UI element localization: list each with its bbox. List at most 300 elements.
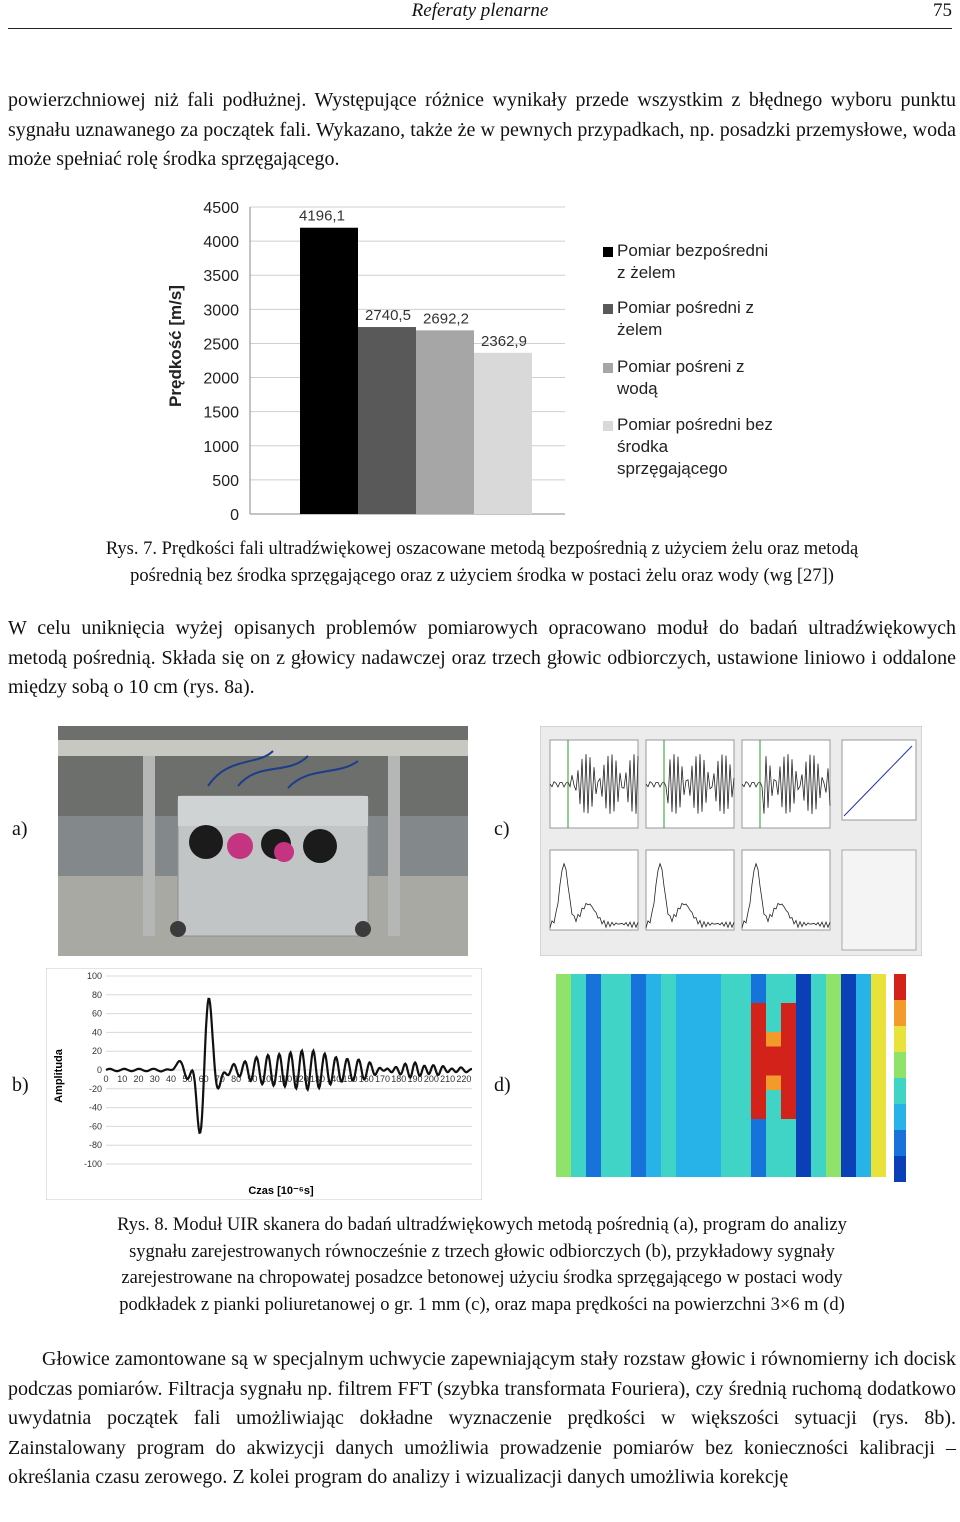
x-tick-label: 130 xyxy=(309,1074,325,1084)
legend-entry: Pomiar bezpośredni xyxy=(617,241,769,260)
heatmap-cell xyxy=(796,1061,811,1076)
heatmap-cell xyxy=(691,1105,706,1120)
heatmap-cell xyxy=(706,1047,721,1062)
heatmap-cell xyxy=(676,1032,691,1047)
heatmap-cell xyxy=(616,1018,631,1033)
heatmap-cell xyxy=(646,989,661,1004)
heatmap-cell xyxy=(736,1047,751,1062)
heatmap-cell xyxy=(766,1105,781,1120)
heatmap-cell xyxy=(646,1119,661,1134)
heatmap-cell xyxy=(736,1163,751,1178)
legend-swatch xyxy=(603,421,613,431)
heatmap-cell xyxy=(766,1061,781,1076)
heatmap-cell xyxy=(646,1148,661,1163)
heatmap-cell xyxy=(631,1047,646,1062)
sublabel-c: c) xyxy=(494,818,510,840)
heatmap-cell xyxy=(721,1032,736,1047)
y-tick-label: 4500 xyxy=(203,200,239,217)
heatmap-cell xyxy=(691,1076,706,1091)
heatmap-cell xyxy=(571,1003,586,1018)
heatmap-cell xyxy=(751,1076,766,1091)
heatmap-cell xyxy=(841,1003,856,1018)
heatmap-cell xyxy=(871,1018,886,1033)
heatmap-cell xyxy=(826,1061,841,1076)
legend-entry: z żelem xyxy=(617,263,676,282)
heatmap-cell xyxy=(856,1003,871,1018)
heatmap-cell xyxy=(571,1018,586,1033)
heatmap-cell xyxy=(601,1061,616,1076)
x-tick-label: 0 xyxy=(103,1074,109,1084)
y-tick-label: 60 xyxy=(91,1008,102,1019)
heatmap-cell xyxy=(811,1032,826,1047)
figure-8-caption-line-4: podkładek z pianki poliuretanowej o gr. 1 mm (c), oraz mapa prędkości na powierzchni 3×6 m (d) xyxy=(119,1294,845,1315)
heatmap-cell xyxy=(691,1134,706,1149)
heatmap-cell xyxy=(736,1003,751,1018)
heatmap-cell xyxy=(826,1018,841,1033)
heatmap-cell xyxy=(781,1047,796,1062)
heatmap-cell xyxy=(856,1090,871,1105)
heatmap-cell xyxy=(556,1047,571,1062)
y-tick-label: 0 xyxy=(96,1065,102,1075)
heatmap-cell xyxy=(676,1076,691,1091)
heatmap-cell xyxy=(706,1032,721,1047)
heatmap-cell xyxy=(856,1134,871,1149)
heatmap-cell xyxy=(811,1134,826,1149)
heatmap-cell xyxy=(736,1105,751,1120)
heatmap-cell xyxy=(796,1119,811,1134)
heatmap-cell xyxy=(631,989,646,1004)
heatmap-cell xyxy=(676,1047,691,1062)
spectrum-panel xyxy=(646,850,734,930)
heatmap-cell xyxy=(766,1090,781,1105)
heatmap-cell xyxy=(661,974,676,989)
heatmap-cell xyxy=(616,1061,631,1076)
heatmap-cell xyxy=(631,1148,646,1163)
heatmap-cell xyxy=(646,1163,661,1178)
heatmap-cell xyxy=(721,1003,736,1018)
heatmap-cell xyxy=(781,1061,796,1076)
heatmap-cell xyxy=(616,1003,631,1018)
x-tick-label: 190 xyxy=(407,1074,423,1084)
legend-entry: wodą xyxy=(617,379,658,398)
heatmap-cell xyxy=(871,1003,886,1018)
heatmap-cell xyxy=(721,1047,736,1062)
heatmap-cell xyxy=(841,1018,856,1033)
paragraph-top: powierzchniowej niż fali podłużnej. Występujące różnice wynikały przede wszystkim z błędnego wyboru punktu sygnału uznawanego za początek fali. Wykazano, także że w pewnych przypadkach, np. posadzki przemysłowe, woda może spełniać rolę środka sprzęgającego. xyxy=(8,89,956,170)
figure-8-caption-line-1: Rys. 8. Moduł UIR skanera do badań ultradźwiękowych metodą pośrednią (a), program do analizy xyxy=(117,1215,847,1235)
heatmap-cell xyxy=(781,1076,796,1091)
heatmap-cell xyxy=(796,1018,811,1033)
heatmap-cell xyxy=(736,1134,751,1149)
heatmap-cell xyxy=(796,1134,811,1149)
heatmap-cell xyxy=(736,1061,751,1076)
figure-8-caption-line-2: sygnału zarejestrowanych równocześnie z trzech głowic odbiorczych (b), przykładowy sygnały xyxy=(129,1241,835,1262)
heatmap-cell xyxy=(601,1047,616,1062)
heatmap-cell xyxy=(691,1090,706,1105)
heatmap-cell xyxy=(826,1134,841,1149)
heatmap-cell xyxy=(856,1018,871,1033)
y-tick-label: -100 xyxy=(83,1159,102,1169)
heatmap-cell xyxy=(826,1076,841,1091)
heatmap-cell xyxy=(811,989,826,1004)
heatmap-cell xyxy=(841,1032,856,1047)
heatmap-cell xyxy=(646,1018,661,1033)
x-tick-label: 200 xyxy=(423,1074,439,1084)
heatmap-cell xyxy=(646,1032,661,1047)
heatmap-cell xyxy=(646,1105,661,1120)
heatmap-cell xyxy=(556,1032,571,1047)
heatmap-cell xyxy=(616,1047,631,1062)
heatmap-cell xyxy=(856,1076,871,1091)
colorbar-segment xyxy=(894,1156,906,1182)
heatmap-cell xyxy=(556,1134,571,1149)
heatmap-cell xyxy=(826,1032,841,1047)
heatmap-cell xyxy=(781,974,796,989)
colorbar-segment xyxy=(894,1026,906,1052)
heatmap-cell xyxy=(766,1163,781,1178)
heatmap-cell xyxy=(811,1163,826,1178)
heatmap-cell xyxy=(781,1105,796,1120)
heatmap-cell xyxy=(556,1018,571,1033)
heatmap-cell xyxy=(586,1163,601,1178)
heatmap-cell xyxy=(751,1003,766,1018)
heatmap-cell xyxy=(871,1105,886,1120)
heatmap-cell xyxy=(736,1090,751,1105)
heatmap-cell xyxy=(721,1090,736,1105)
heatmap-cell xyxy=(556,1090,571,1105)
legend-entry: Pomiar pośreni z xyxy=(617,357,745,376)
heatmap-cell xyxy=(556,974,571,989)
heatmap-cell xyxy=(601,1018,616,1033)
heatmap-cell xyxy=(766,1134,781,1149)
heatmap-cell xyxy=(691,974,706,989)
heatmap-cell xyxy=(586,1090,601,1105)
heatmap-cell xyxy=(586,1119,601,1134)
heatmap-cell xyxy=(661,1090,676,1105)
heatmap-cell xyxy=(586,1076,601,1091)
heatmap-cell xyxy=(616,1032,631,1047)
heatmap-cell xyxy=(571,1076,586,1091)
heatmap-cell xyxy=(601,1148,616,1163)
heatmap-cell xyxy=(811,1105,826,1120)
heatmap-cell xyxy=(706,1090,721,1105)
x-tick-label: 160 xyxy=(358,1074,374,1084)
figure-7-caption-line-1: Rys. 7. Prędkości fali ultradźwiękowej oszacowane metodą bezpośrednią z użyciem żelu oraz metodą xyxy=(105,539,859,559)
heatmap-cell xyxy=(706,989,721,1004)
heatmap-cell xyxy=(871,1163,886,1178)
x-tick-label: 220 xyxy=(456,1074,472,1084)
heatmap-cell xyxy=(616,1148,631,1163)
heatmap-cell xyxy=(616,974,631,989)
y-tick-label: 4000 xyxy=(203,234,239,252)
heatmap-cell xyxy=(751,1018,766,1033)
heatmap-cell xyxy=(586,1003,601,1018)
heatmap-cell xyxy=(661,1003,676,1018)
heatmap-cell xyxy=(766,989,781,1004)
heatmap-cell xyxy=(856,1148,871,1163)
heatmap-cell xyxy=(811,974,826,989)
figure-7-caption xyxy=(8,536,956,589)
heatmap-cell xyxy=(571,1090,586,1105)
heatmap-cell xyxy=(616,1105,631,1120)
y-tick-label: 1500 xyxy=(203,404,239,422)
heatmap-cell xyxy=(751,1134,766,1149)
heatmap-cell xyxy=(871,1076,886,1091)
heatmap-cell xyxy=(796,974,811,989)
heatmap-cell xyxy=(571,1047,586,1062)
colorbar-segment xyxy=(894,1104,906,1130)
heatmap-cell xyxy=(706,1018,721,1033)
heatmap-cell xyxy=(616,1090,631,1105)
heatmap-cell xyxy=(586,1047,601,1062)
data-label: 4196,1 xyxy=(299,207,345,225)
heatmap-cell xyxy=(766,1018,781,1033)
heatmap-cell xyxy=(751,989,766,1004)
heatmap-cell xyxy=(616,989,631,1004)
heatmap-cell xyxy=(706,974,721,989)
heatmap-cell xyxy=(676,1148,691,1163)
heatmap-cell xyxy=(706,1148,721,1163)
heatmap-cell xyxy=(646,1061,661,1076)
x-tick-label: 90 xyxy=(247,1074,258,1084)
heatmap-cell xyxy=(556,989,571,1004)
heatmap-cell xyxy=(601,989,616,1004)
scanner-module-photo xyxy=(58,726,468,956)
heatmap-cell xyxy=(586,974,601,989)
heatmap-cell xyxy=(871,1047,886,1062)
heatmap-cell xyxy=(631,1076,646,1091)
heatmap-cell xyxy=(631,1061,646,1076)
heatmap-cell xyxy=(781,1003,796,1018)
heatmap-cell xyxy=(811,1148,826,1163)
heatmap-cell xyxy=(811,1119,826,1134)
heatmap-cell xyxy=(631,1090,646,1105)
heatmap-cell xyxy=(586,1018,601,1033)
y-tick-label: 2000 xyxy=(203,370,239,388)
heatmap-cell xyxy=(826,1105,841,1120)
x-tick-label: 120 xyxy=(293,1074,309,1084)
heatmap-cell xyxy=(646,1003,661,1018)
heatmap-cell xyxy=(751,974,766,989)
heatmap-cell xyxy=(826,1003,841,1018)
heatmap-cell xyxy=(781,1090,796,1105)
x-tick-label: 210 xyxy=(440,1074,456,1084)
heatmap-cell xyxy=(706,1105,721,1120)
heatmap-cell xyxy=(796,1148,811,1163)
legend-swatch xyxy=(603,304,613,314)
heatmap-cell xyxy=(766,1047,781,1062)
heatmap-cell xyxy=(856,1119,871,1134)
heatmap-cell xyxy=(631,974,646,989)
heatmap-cell xyxy=(751,1119,766,1134)
heatmap-cell xyxy=(841,1105,856,1120)
heatmap-cell xyxy=(766,1119,781,1134)
x-tick-label: 80 xyxy=(231,1074,242,1084)
waveform-x-label: Czas [10⁻⁶s] xyxy=(248,1185,314,1197)
heatmap-cell xyxy=(556,1119,571,1134)
heatmap-cell xyxy=(601,1032,616,1047)
heatmap-cell xyxy=(841,974,856,989)
y-tick-label: 500 xyxy=(212,472,239,490)
x-tick-label: 30 xyxy=(149,1074,160,1084)
heatmap-cell xyxy=(556,1003,571,1018)
heatmap-cell xyxy=(871,974,886,989)
x-tick-label: 50 xyxy=(182,1074,193,1084)
heatmap-cell xyxy=(691,1061,706,1076)
heatmap-cell xyxy=(676,989,691,1004)
heatmap-cell xyxy=(586,1148,601,1163)
heatmap-cell xyxy=(736,1018,751,1033)
heatmap-cell xyxy=(751,1163,766,1178)
y-tick-label: 3500 xyxy=(203,268,239,286)
heatmap-cell xyxy=(796,1076,811,1091)
heatmap-cell xyxy=(751,1090,766,1105)
heatmap-cell xyxy=(586,1032,601,1047)
heatmap-cell xyxy=(796,1047,811,1062)
heatmap-cell xyxy=(826,974,841,989)
heatmap-cell xyxy=(646,974,661,989)
x-tick-label: 180 xyxy=(391,1074,407,1084)
x-tick-label: 10 xyxy=(117,1074,128,1084)
heatmap-cell xyxy=(856,1061,871,1076)
y-tick-label: -60 xyxy=(88,1121,102,1132)
y-tick-label: 20 xyxy=(91,1046,102,1057)
heatmap-cell xyxy=(841,1090,856,1105)
heatmap-cell xyxy=(586,1061,601,1076)
colorbar-segment xyxy=(894,974,906,1000)
heatmap-cell xyxy=(646,1090,661,1105)
heatmap-cell xyxy=(826,1163,841,1178)
heatmap-cell xyxy=(781,1119,796,1134)
heatmap-cell xyxy=(646,1076,661,1091)
waveform-y-label: Amplituda xyxy=(53,1049,65,1103)
heatmap-cell xyxy=(706,1119,721,1134)
heatmap-cell xyxy=(781,1148,796,1163)
heatmap-cell xyxy=(811,1061,826,1076)
heatmap-cell xyxy=(556,1076,571,1091)
bar xyxy=(358,327,416,514)
heatmap-cell xyxy=(661,1076,676,1091)
heatmap-cell xyxy=(721,1076,736,1091)
legend-entry: Pomiar pośredni z xyxy=(617,298,755,317)
legend-entry: sprzęgającego xyxy=(617,459,728,478)
heatmap-cell xyxy=(766,1148,781,1163)
bar xyxy=(300,228,358,514)
heatmap-cell xyxy=(811,1090,826,1105)
heatmap-cell xyxy=(631,1018,646,1033)
heatmap-cell xyxy=(571,1119,586,1134)
page-number: 75 xyxy=(933,0,952,21)
heatmap-cell xyxy=(616,1134,631,1149)
heatmap-cell xyxy=(781,1032,796,1047)
heatmap-cell xyxy=(706,1134,721,1149)
legend-entry: Pomiar pośredni bez xyxy=(617,415,773,434)
y-tick-label: 0 xyxy=(230,507,239,524)
heatmap-cell xyxy=(856,1105,871,1120)
heatmap-cell xyxy=(601,1090,616,1105)
heatmap-cell xyxy=(571,1032,586,1047)
heatmap-cell xyxy=(706,1076,721,1091)
heatmap-cell xyxy=(841,1047,856,1062)
heatmap-cell xyxy=(736,1032,751,1047)
heatmap-cell xyxy=(721,1018,736,1033)
heatmap-cell xyxy=(751,1148,766,1163)
heatmap-cell xyxy=(646,1134,661,1149)
heatmap-cell xyxy=(676,1119,691,1134)
heatmap-cell xyxy=(571,1134,586,1149)
heatmap-cell xyxy=(616,1163,631,1178)
heatmap-cell xyxy=(841,1163,856,1178)
y-axis-label: Prędkość [m/s] xyxy=(166,285,185,407)
heatmap-cell xyxy=(601,1076,616,1091)
sublabel-a: a) xyxy=(12,818,28,840)
heatmap-cell xyxy=(661,1018,676,1033)
heatmap-cell xyxy=(871,989,886,1004)
heatmap-cell xyxy=(796,989,811,1004)
heatmap-cell xyxy=(556,1061,571,1076)
heatmap-cell xyxy=(841,1134,856,1149)
heatmap-cell xyxy=(661,1148,676,1163)
heatmap-cell xyxy=(601,1134,616,1149)
data-label: 2362,9 xyxy=(481,332,527,350)
heatmap-cell xyxy=(871,1148,886,1163)
heatmap-cell xyxy=(676,1163,691,1178)
figure-8-caption-line-3: zarejestrowane na chropowatej posadzce betonowej użyciu środka sprzęgającego w postaci wody xyxy=(121,1268,843,1288)
heatmap-cell xyxy=(571,1105,586,1120)
colorbar-segment xyxy=(894,1130,906,1156)
waveform-chart xyxy=(46,968,482,1200)
heatmap-cell xyxy=(766,974,781,989)
spectrum-panel xyxy=(742,850,830,930)
heatmap-cell xyxy=(781,1134,796,1149)
heatmap-cell xyxy=(586,1105,601,1120)
heatmap-cell xyxy=(631,1163,646,1178)
heatmap-cell xyxy=(826,1090,841,1105)
heatmap-cell xyxy=(826,1148,841,1163)
page-header xyxy=(8,0,952,29)
heatmap-cell xyxy=(661,989,676,1004)
heatmap-cell xyxy=(676,1061,691,1076)
colorbar-segment xyxy=(894,1078,906,1104)
colorbar-segment xyxy=(894,1052,906,1078)
heatmap-cell xyxy=(721,989,736,1004)
heatmap-cell xyxy=(661,1032,676,1047)
heatmap-cell xyxy=(826,989,841,1004)
heatmap-cell xyxy=(676,1105,691,1120)
heatmap-cell xyxy=(691,989,706,1004)
heatmap-cell xyxy=(571,1148,586,1163)
x-tick-label: 150 xyxy=(342,1074,358,1084)
heatmap-cell xyxy=(736,1148,751,1163)
heatmap-cell xyxy=(661,1119,676,1134)
legend-swatch xyxy=(603,363,613,373)
heatmap-cell xyxy=(721,974,736,989)
heatmap-cell xyxy=(721,1163,736,1178)
y-tick-label: -40 xyxy=(88,1102,102,1113)
heatmap-cell xyxy=(841,989,856,1004)
heatmap-cell xyxy=(646,1047,661,1062)
bar xyxy=(474,353,532,514)
heatmap-cell xyxy=(766,1032,781,1047)
heatmap-cell xyxy=(706,1003,721,1018)
heatmap-cell xyxy=(811,1076,826,1091)
heatmap-cell xyxy=(691,1047,706,1062)
x-tick-label: 70 xyxy=(214,1074,225,1084)
heatmap-cell xyxy=(661,1105,676,1120)
heatmap-cell xyxy=(661,1047,676,1062)
heatmap-cell xyxy=(676,1003,691,1018)
y-tick-label: 40 xyxy=(91,1027,102,1038)
